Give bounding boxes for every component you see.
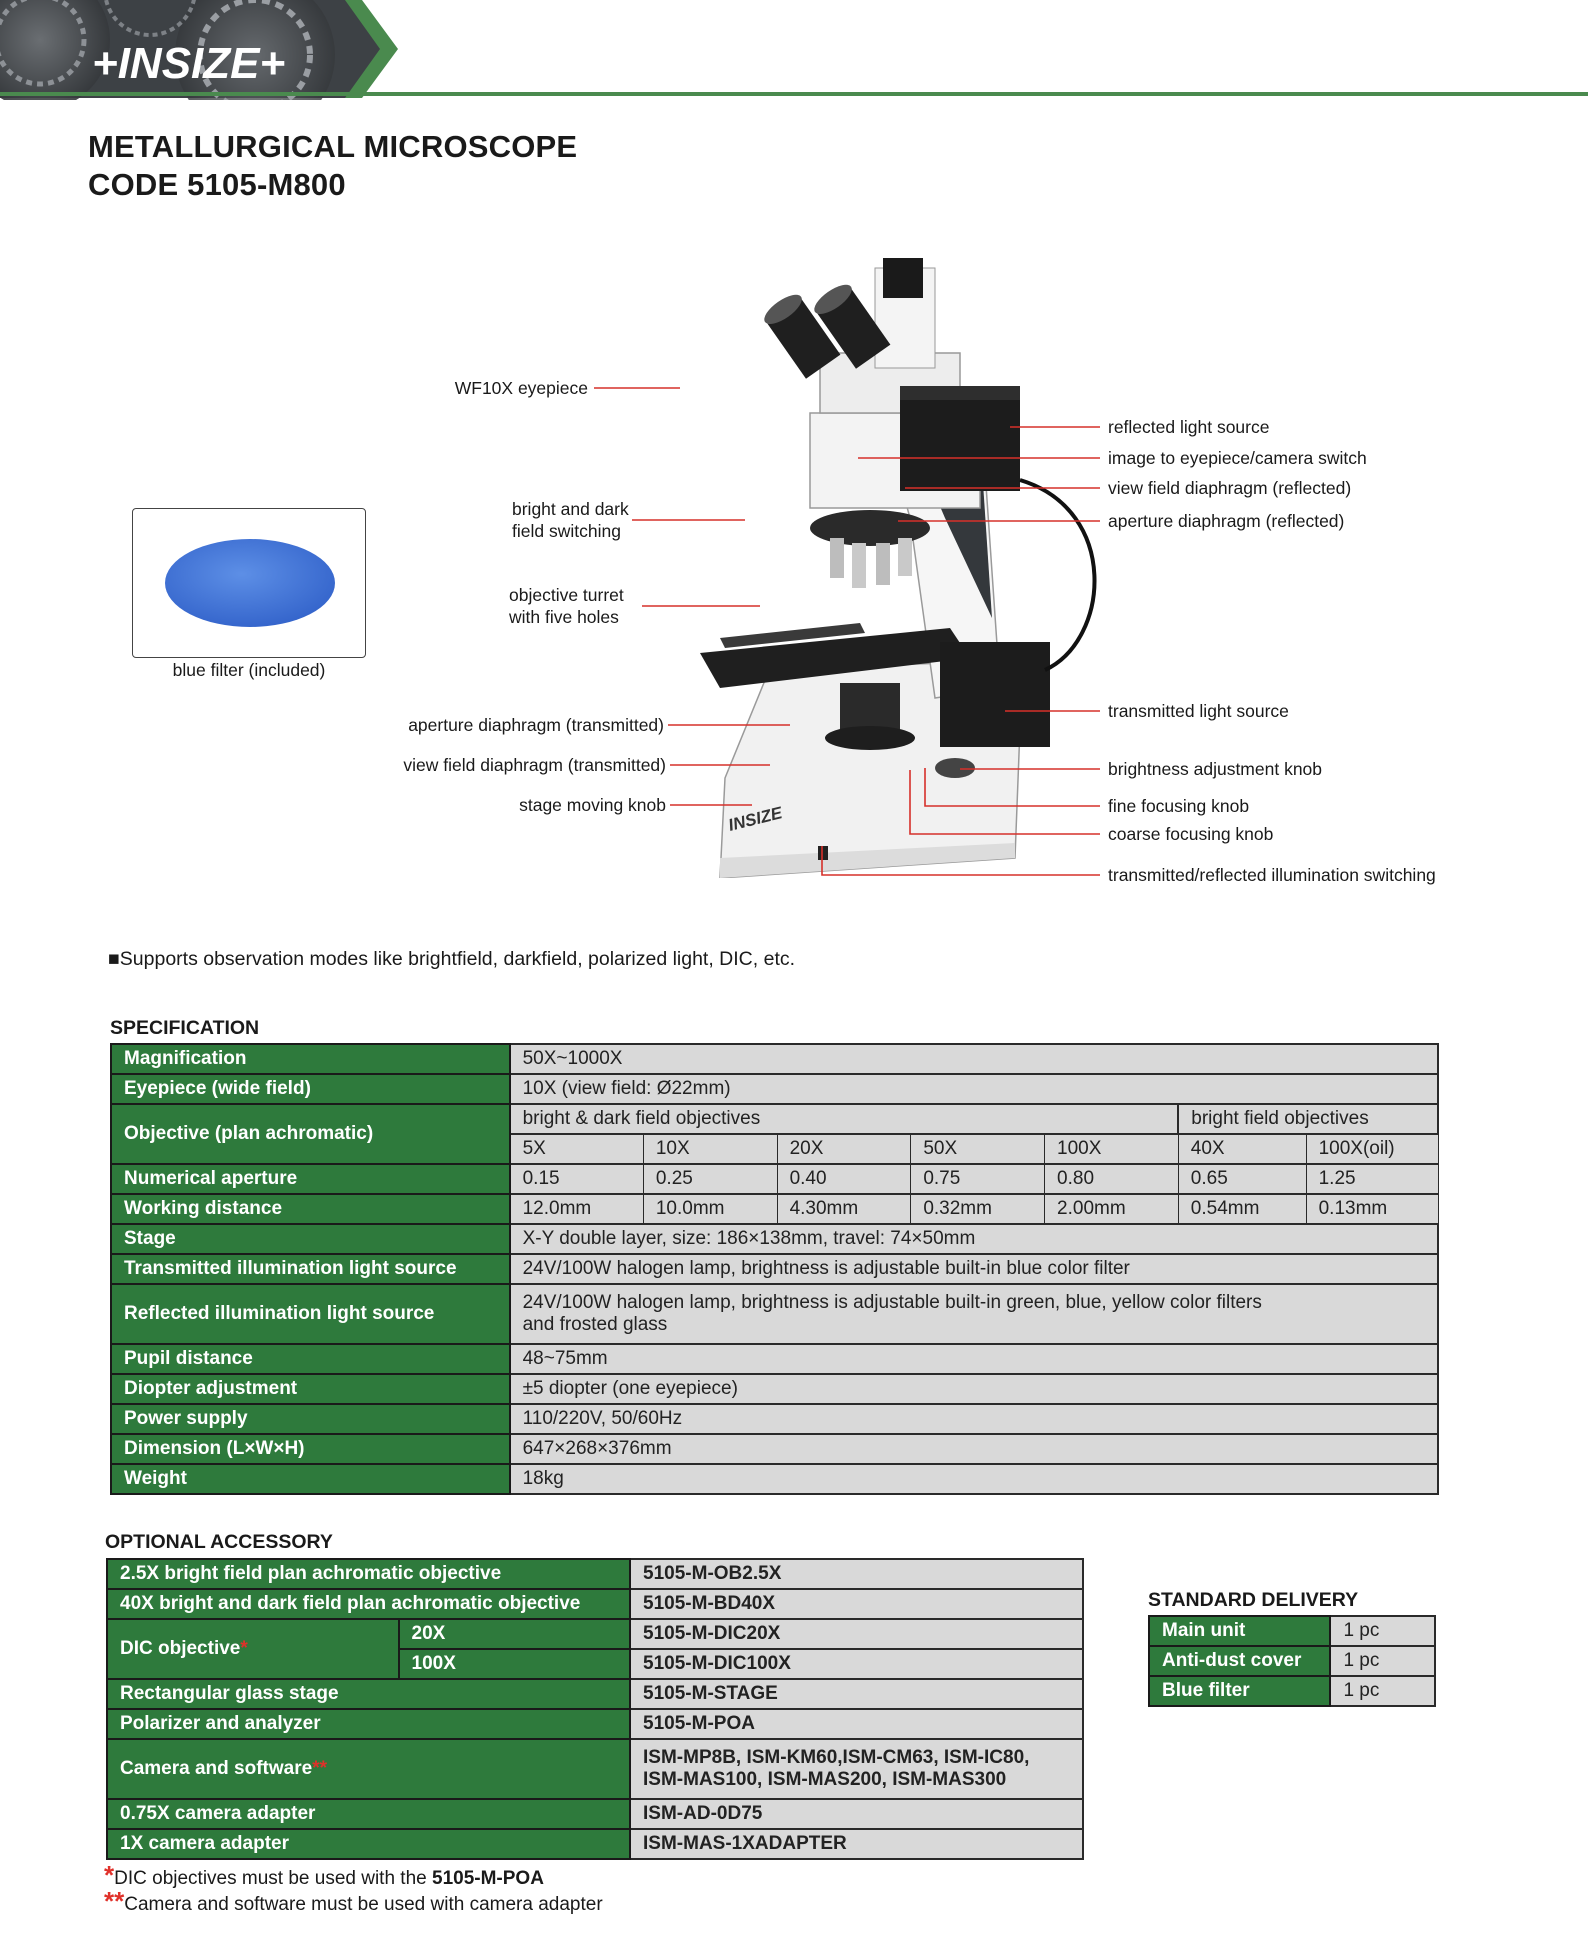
- accessory-code: 5105-M-BD40X: [630, 1589, 1083, 1619]
- accessory-sublabel: 100X: [399, 1649, 630, 1679]
- objective-cell: 5X: [510, 1134, 644, 1164]
- callout-eyepiece: WF10X eyepiece: [454, 378, 588, 398]
- objective-cell: 40X: [1178, 1134, 1306, 1164]
- spec-value: 50X~1000X: [510, 1044, 1438, 1074]
- accessory-code-line: ISM-MAS100, ISM-MAS200, ISM-MAS300: [643, 1769, 1007, 1790]
- na-cell: 0.25: [643, 1164, 777, 1194]
- accessory-row: [107, 1619, 1083, 1649]
- spec-label: Transmitted illumination light source: [111, 1254, 510, 1284]
- accessory-row: [107, 1709, 1083, 1739]
- callout-objective-turret: [509, 584, 624, 628]
- delivery-row: [1149, 1676, 1435, 1706]
- wd-cell: 12.0mm: [510, 1194, 644, 1224]
- accessory-row: [107, 1589, 1083, 1619]
- spec-value: 10X (view field: Ø22mm): [510, 1074, 1438, 1104]
- callout-line: with five holes: [509, 607, 619, 627]
- wd-cell: 0.54mm: [1178, 1194, 1306, 1224]
- callout-bright-dark-switch: [512, 498, 629, 542]
- na-cell: 0.15: [510, 1164, 644, 1194]
- spec-row: [111, 1404, 1438, 1434]
- title-line-2: CODE 5105-M800: [88, 167, 346, 202]
- spec-label: Numerical aperture: [111, 1164, 510, 1194]
- wd-cell: 2.00mm: [1045, 1194, 1179, 1224]
- accessory-sublabel: 20X: [399, 1619, 630, 1649]
- objective-cell: 100X: [1045, 1134, 1179, 1164]
- objective-cell: 20X: [777, 1134, 911, 1164]
- spec-row: [111, 1434, 1438, 1464]
- delivery-title: STANDARD DELIVERY: [1148, 1589, 1359, 1611]
- accessory-code: 5105-M-STAGE: [630, 1679, 1083, 1709]
- accessory-row: [107, 1829, 1083, 1859]
- spec-label: Eyepiece (wide field): [111, 1074, 510, 1104]
- spec-label: Stage: [111, 1224, 510, 1254]
- accessory-code: 5105-M-DIC20X: [630, 1619, 1083, 1649]
- spec-value-line: 24V/100W halogen lamp, brightness is adjustable built-in green, blue, yellow color filters: [522, 1292, 1262, 1313]
- spec-value: 18kg: [510, 1464, 1438, 1494]
- na-cell: 0.75: [911, 1164, 1045, 1194]
- accessory-label: Polarizer and analyzer: [107, 1709, 630, 1739]
- spec-value: [510, 1284, 1438, 1344]
- spec-label: Objective (plan achromatic): [111, 1104, 510, 1164]
- delivery-row: [1149, 1616, 1435, 1646]
- objective-cell: 50X: [911, 1134, 1045, 1164]
- callout-viewfield-transmitted: view field diaphragm (transmitted): [403, 755, 666, 775]
- wd-cell: 4.30mm: [777, 1194, 911, 1224]
- callout-viewfield-reflected: view field diaphragm (reflected): [1108, 478, 1352, 498]
- dic-label: DIC objective: [120, 1638, 241, 1659]
- spec-value: 110/220V, 50/60Hz: [510, 1404, 1438, 1434]
- accessory-table: [106, 1558, 1084, 1860]
- wd-cell: 0.13mm: [1306, 1194, 1438, 1224]
- wd-cell: 0.32mm: [911, 1194, 1045, 1224]
- spec-label: Diopter adjustment: [111, 1374, 510, 1404]
- standard-delivery-table: [1148, 1615, 1436, 1707]
- title-line-1: METALLURGICAL MICROSCOPE: [88, 129, 578, 164]
- accessory-code: ISM-AD-0D75: [630, 1799, 1083, 1829]
- spec-row: [111, 1464, 1438, 1494]
- note-code: 5105-M-POA: [432, 1868, 544, 1889]
- spec-label: Reflected illumination light source: [111, 1284, 510, 1344]
- spec-row: [111, 1044, 1438, 1074]
- spec-row: [111, 1284, 1438, 1344]
- double-asterisk-mark: **: [312, 1758, 327, 1779]
- delivery-qty: 1 pc: [1330, 1646, 1435, 1676]
- camera-label: Camera and software: [120, 1758, 313, 1779]
- delivery-qty: 1 pc: [1330, 1616, 1435, 1646]
- callout-transmitted-light: transmitted light source: [1108, 701, 1289, 721]
- spec-subheader: bright field objectives: [1178, 1104, 1438, 1134]
- accessory-row: [107, 1799, 1083, 1829]
- spec-value: X-Y double layer, size: 186×138mm, travel: 74×50mm: [510, 1224, 1438, 1254]
- accessory-label: Rectangular glass stage: [107, 1679, 630, 1709]
- spec-row: [111, 1344, 1438, 1374]
- accessory-row: [107, 1559, 1083, 1589]
- callout-line: field switching: [512, 521, 621, 541]
- spec-label: Magnification: [111, 1044, 510, 1074]
- delivery-qty: 1 pc: [1330, 1676, 1435, 1706]
- accessory-label: 40X bright and dark field plan achromatic objective: [107, 1589, 630, 1619]
- callout-brightness-knob: brightness adjustment knob: [1108, 759, 1323, 779]
- note-text: Camera and software must be used with camera adapter: [124, 1894, 603, 1915]
- blue-filter-caption: blue filter (included): [172, 660, 326, 680]
- accessory-label: 0.75X camera adapter: [107, 1799, 630, 1829]
- callout-aperture-transmitted: aperture diaphragm (transmitted): [408, 715, 664, 735]
- spec-subheader: bright & dark field objectives: [510, 1104, 1179, 1134]
- callout-illumination-switch: transmitted/reflected illumination switching: [1108, 865, 1436, 885]
- accessory-label: [107, 1619, 399, 1679]
- body-logo: INSIZE: [726, 803, 785, 835]
- callout-reflected-light: reflected light source: [1108, 417, 1270, 437]
- brand-logo: +INSIZE+: [92, 39, 286, 88]
- specification-table: [110, 1043, 1439, 1495]
- spec-row: [111, 1194, 1438, 1224]
- delivery-item: Anti-dust cover: [1149, 1646, 1330, 1676]
- spec-value: 24V/100W halogen lamp, brightness is adjustable built-in blue color filter: [510, 1254, 1438, 1284]
- spec-label: Pupil distance: [111, 1344, 510, 1374]
- accessory-code: 5105-M-DIC100X: [630, 1649, 1083, 1679]
- accessory-code-line: ISM-MP8B, ISM-KM60,ISM-CM63, ISM-IC80,: [643, 1747, 1030, 1768]
- accessory-label: [107, 1739, 630, 1799]
- accessory-code: ISM-MAS-1XADAPTER: [630, 1829, 1083, 1859]
- spec-row: [111, 1374, 1438, 1404]
- spec-value: ±5 diopter (one eyepiece): [510, 1374, 1438, 1404]
- callout-aperture-reflected: aperture diaphragm (reflected): [1108, 511, 1345, 531]
- asterisk-mark: *: [240, 1638, 248, 1659]
- delivery-row: [1149, 1646, 1435, 1676]
- spec-value: 647×268×376mm: [510, 1434, 1438, 1464]
- accessory-label: 2.5X bright field plan achromatic objective: [107, 1559, 630, 1589]
- spec-label: Power supply: [111, 1404, 510, 1434]
- callout-line: bright and dark: [512, 499, 629, 519]
- feature-bullet: ■Supports observation modes like brightfield, darkfield, polarized light, DIC, etc.: [108, 948, 796, 970]
- objective-cell: 10X: [643, 1134, 777, 1164]
- accessory-code: 5105-M-OB2.5X: [630, 1559, 1083, 1589]
- callout-line: objective turret: [509, 585, 624, 605]
- delivery-item: Main unit: [1149, 1616, 1330, 1646]
- na-cell: 0.65: [1178, 1164, 1306, 1194]
- accessory-row: [107, 1679, 1083, 1709]
- spec-row: [111, 1164, 1438, 1194]
- wd-cell: 10.0mm: [643, 1194, 777, 1224]
- na-cell: 1.25: [1306, 1164, 1438, 1194]
- accessory-row: [107, 1739, 1083, 1799]
- spec-title: SPECIFICATION: [110, 1017, 260, 1039]
- callout-camera-switch: image to eyepiece/camera switch: [1108, 448, 1367, 468]
- accessory-code: 5105-M-POA: [630, 1709, 1083, 1739]
- callout-stage-knob: stage moving knob: [519, 795, 666, 815]
- na-cell: 0.40: [777, 1164, 911, 1194]
- spec-row: [111, 1074, 1438, 1104]
- spec-row: [111, 1104, 1438, 1134]
- spec-label: Working distance: [111, 1194, 510, 1224]
- asterisk-mark: *: [104, 1860, 115, 1890]
- callout-coarse-focus: coarse focusing knob: [1108, 824, 1274, 844]
- double-asterisk-mark: **: [104, 1886, 125, 1916]
- spec-label: Weight: [111, 1464, 510, 1494]
- callout-fine-focus: fine focusing knob: [1108, 796, 1250, 816]
- accessory-title: OPTIONAL ACCESSORY: [105, 1531, 333, 1553]
- na-cell: 0.80: [1045, 1164, 1179, 1194]
- accessory-code: [630, 1739, 1083, 1799]
- note-text: DIC objectives must be used with the: [114, 1868, 432, 1889]
- spec-value-line: and frosted glass: [522, 1314, 668, 1335]
- spec-row: [111, 1254, 1438, 1284]
- spec-value: 48~75mm: [510, 1344, 1438, 1374]
- spec-label: Dimension (L×W×H): [111, 1434, 510, 1464]
- objective-cell: 100X(oil): [1306, 1134, 1438, 1164]
- delivery-item: Blue filter: [1149, 1676, 1330, 1706]
- accessory-label: 1X camera adapter: [107, 1829, 630, 1859]
- camera-note: [104, 1886, 603, 1917]
- spec-row: [111, 1224, 1438, 1254]
